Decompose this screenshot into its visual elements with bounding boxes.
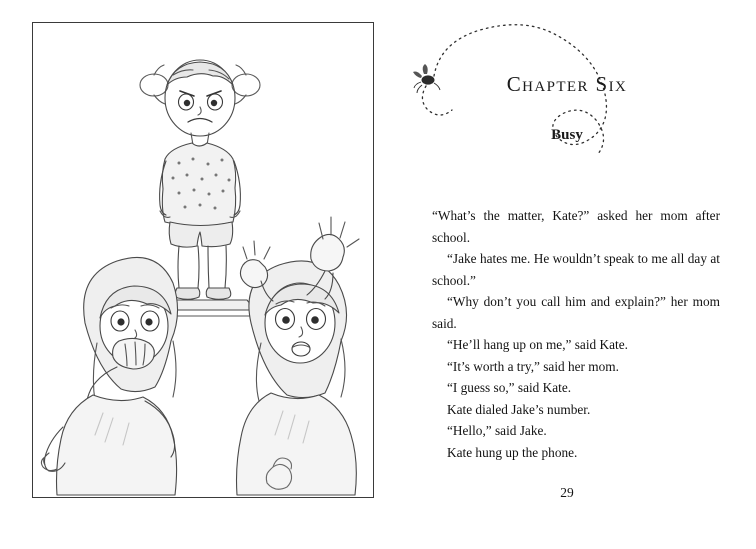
right-page: [378, 0, 756, 549]
paragraph: “Why don’t you call him and explain?” her mom said.: [432, 294, 720, 331]
paragraph: “He’ll hang up on me,” said Kate.: [447, 337, 628, 352]
illustration-frame: [32, 22, 374, 498]
paragraph: “Hello,” said Jake.: [447, 423, 547, 438]
chapter-subtitle: Busy: [551, 127, 583, 143]
page-number: 29: [560, 485, 574, 500]
paragraph: “Jake hates me. He wouldn’t speak to me all day at school.”: [432, 251, 720, 288]
paragraph: Kate dialed Jake’s number.: [447, 401, 591, 417]
paragraph: Kate hung up the phone.: [447, 444, 578, 460]
chapter-title: Chapter Six: [506, 72, 628, 96]
paragraph: “I guess so,” said Kate.: [447, 380, 572, 395]
chapter-body: [432, 205, 720, 463]
pencil-sketch-three-girls-icon: [33, 23, 373, 497]
paragraph: “What’s the matter, Kate?” asked her mom after school.: [432, 208, 720, 245]
paragraph: “It’s worth a try,” said her mom.: [447, 358, 619, 374]
